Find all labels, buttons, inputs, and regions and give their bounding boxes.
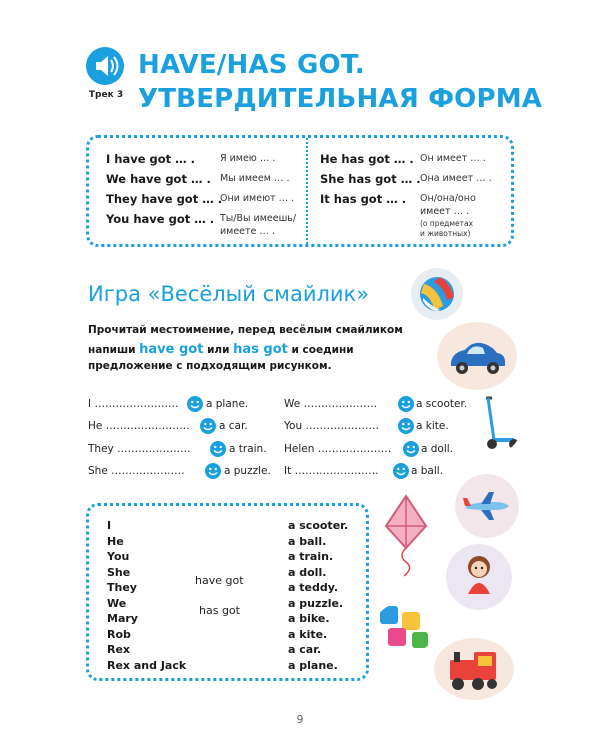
- exercise-object: a plane.: [206, 398, 249, 410]
- exercise-object: a doll.: [421, 443, 454, 455]
- grammar-ru: Я имею … .: [220, 153, 276, 164]
- answer-blank[interactable]: ……………………: [94, 398, 179, 410]
- table-object: a plane.: [288, 659, 338, 672]
- smiley-icon: [398, 418, 414, 434]
- grammar-note: (о предметах: [420, 219, 474, 228]
- grammar-ru: Он имеет … .: [420, 153, 486, 164]
- table-object: a teddy.: [288, 581, 339, 594]
- table-subject: You: [107, 550, 130, 563]
- exercise-object: a car.: [219, 420, 248, 432]
- instruction-line-3: предложение с подходящим рисунком.: [88, 360, 332, 372]
- grammar-en: I have got … .: [106, 152, 196, 166]
- instruction-line-2: [88, 342, 354, 357]
- exercise-subject: They: [88, 443, 114, 455]
- audio-track-button[interactable]: [86, 47, 124, 85]
- train-picture[interactable]: [434, 638, 514, 700]
- table-subject: We: [107, 597, 127, 610]
- smiley-icon: [403, 441, 419, 457]
- scooter-picture[interactable]: [476, 392, 522, 452]
- exercise-subject: You: [284, 420, 303, 432]
- ball-picture[interactable]: [411, 268, 463, 320]
- answer-blank[interactable]: …………………: [317, 443, 392, 455]
- instruction-line-1: Прочитай местоимение, перед весёлым смайликом: [88, 324, 403, 336]
- grammar-ru: Он/она/оно: [420, 193, 476, 204]
- smiley-icon: [210, 441, 226, 457]
- exercise-object: a kite.: [416, 420, 449, 432]
- exercise-left-1[interactable]: [88, 398, 178, 410]
- grammar-ru: имеете … .: [220, 226, 275, 237]
- grammar-divider: [306, 138, 308, 244]
- track-label: Трек 3: [88, 90, 124, 100]
- exercise-subject: Helen: [284, 443, 315, 455]
- smiley-icon: [200, 418, 216, 434]
- table-object: a kite.: [288, 628, 328, 641]
- grammar-en: You have got … .: [106, 212, 215, 226]
- answer-blank[interactable]: ……………………: [105, 420, 190, 432]
- page-title-line-2: УТВЕРДИТЕЛЬНАЯ ФОРМА: [138, 84, 543, 114]
- instruction-text: или: [203, 344, 234, 356]
- table-subject: He: [107, 535, 124, 548]
- table-verb: has got: [199, 604, 240, 617]
- exercise-subject: It: [284, 465, 292, 477]
- table-verb: have got: [195, 574, 244, 587]
- page-number: 9: [296, 713, 304, 726]
- table-object: a scooter.: [288, 519, 349, 532]
- table-object: a car.: [288, 643, 322, 656]
- table-subject: Rob: [107, 628, 131, 641]
- answer-blank[interactable]: …………………: [303, 398, 378, 410]
- table-subject: I: [107, 519, 112, 532]
- answer-blank[interactable]: …………………: [117, 443, 191, 455]
- exercise-right-3[interactable]: [284, 443, 391, 455]
- exercise-subject: I: [88, 398, 92, 410]
- table-object: a ball.: [288, 535, 327, 548]
- grammar-en: We have got … .: [106, 172, 211, 186]
- exercise-subject: We: [284, 398, 301, 410]
- exercise-right-4[interactable]: [284, 465, 379, 477]
- speaker-icon: [86, 47, 124, 85]
- smiley-icon: [205, 463, 221, 479]
- grammar-en: It has got … .: [320, 192, 407, 206]
- table-subject: Mary: [107, 612, 138, 625]
- exercise-right-2[interactable]: [284, 420, 379, 432]
- table-object: a bike.: [288, 612, 330, 625]
- table-object: a train.: [288, 550, 334, 563]
- exercise-subject: She: [88, 465, 108, 477]
- answer-blank[interactable]: …………………: [305, 420, 379, 432]
- page-title-line-1: HAVE/HAS GOT.: [138, 50, 365, 80]
- table-subject: Rex and Jack: [107, 659, 187, 672]
- grammar-ru: Они имеют … .: [220, 193, 295, 204]
- grammar-ru: Она имеет … .: [420, 173, 492, 184]
- puzzle-picture[interactable]: [374, 602, 436, 654]
- exercise-subject: He: [88, 420, 103, 432]
- exercise-object: a puzzle.: [224, 465, 271, 477]
- instruction-text: напиши: [88, 344, 140, 356]
- table-object: a puzzle.: [288, 597, 344, 610]
- exercise-left-3[interactable]: [88, 443, 191, 455]
- game-title: Игра «Весёлый смайлик»: [88, 282, 370, 306]
- highlight-has-got: has got: [233, 342, 288, 357]
- exercise-object: a ball.: [411, 465, 444, 477]
- grammar-en: She has got … .: [320, 172, 421, 186]
- table-subject: Rex: [107, 643, 131, 656]
- instruction-text: и соедини: [287, 344, 354, 356]
- answer-blank[interactable]: …………………: [111, 465, 185, 477]
- grammar-ru: Ты/Вы имеешь/: [220, 213, 297, 224]
- exercise-left-2[interactable]: [88, 420, 190, 432]
- exercise-object: a train.: [229, 443, 267, 455]
- table-subject: She: [107, 566, 131, 579]
- plane-picture[interactable]: [455, 474, 519, 538]
- grammar-ru: Мы имеем … .: [220, 173, 290, 184]
- smiley-icon: [187, 396, 203, 412]
- exercise-object: a scooter.: [416, 398, 468, 410]
- grammar-note: и животных): [420, 229, 471, 238]
- answer-blank[interactable]: ……………………: [294, 465, 379, 477]
- table-object: a doll.: [288, 566, 327, 579]
- grammar-ru: имеет … .: [420, 206, 470, 217]
- highlight-have-got: have got: [139, 342, 204, 357]
- car-picture[interactable]: [437, 322, 517, 390]
- exercise-left-4[interactable]: [88, 465, 185, 477]
- grammar-en: They have got … .: [106, 192, 223, 206]
- grammar-en: He has got … .: [320, 152, 414, 166]
- doll-picture[interactable]: [446, 544, 512, 610]
- exercise-right-1[interactable]: [284, 398, 377, 410]
- smiley-icon: [393, 463, 409, 479]
- table-subject: They: [107, 581, 137, 594]
- kite-picture[interactable]: [378, 494, 434, 578]
- smiley-icon: [398, 396, 414, 412]
